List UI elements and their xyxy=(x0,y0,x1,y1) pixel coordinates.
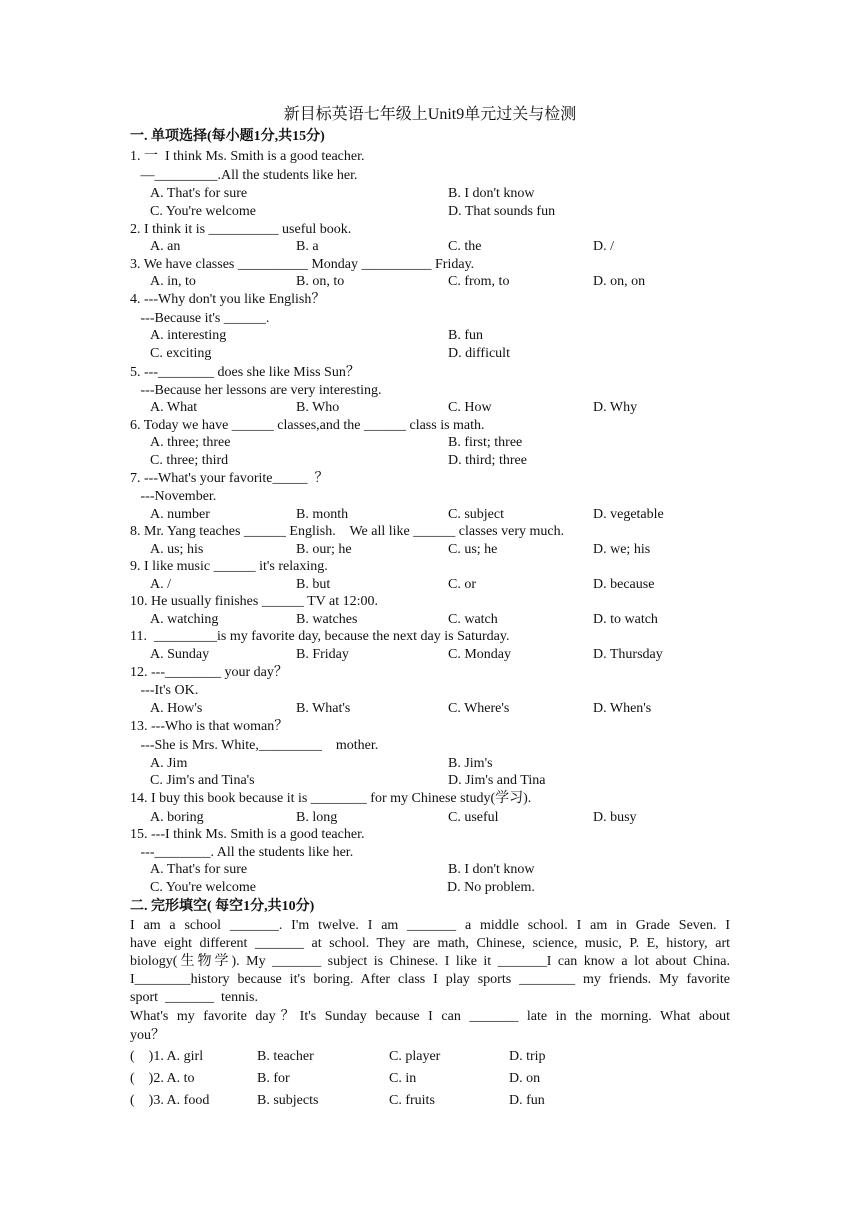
question-10-option-a: A. watching xyxy=(150,612,219,627)
question-15-option-a: A. That's for sure xyxy=(150,862,248,877)
question-3-stem: 3. We have classes __________ Monday __________ Friday. xyxy=(130,257,475,272)
question-11-option-a: A. Sunday xyxy=(150,647,210,662)
question-13-option-a: A. Jim xyxy=(150,756,188,771)
question-4-option-c: C. exciting xyxy=(150,346,212,361)
question-1-option-c: C. You're welcome xyxy=(150,204,256,219)
question-4-stem: 4. ---Why don't you like English？ xyxy=(130,292,326,307)
question-15-option-b: B. I don't know xyxy=(448,862,535,877)
section-heading-single-choice: 一. 单项选择(每小题1分,共15分) xyxy=(130,129,325,144)
question-14-stem: 14. I buy this book because it is ________ for my Chinese study(学习). xyxy=(130,791,532,806)
question-14-option-a: A. boring xyxy=(150,810,204,825)
question-3-option-c: C. from, to xyxy=(448,274,510,289)
question-8-option-a: A. us; his xyxy=(150,542,204,557)
cloze-item-2-num: ( )2. A. to xyxy=(130,1071,195,1086)
question-5-stem: ---Because her lessons are very interesting. xyxy=(130,383,382,398)
question-13-option-c: C. Jim's and Tina's xyxy=(150,773,255,788)
question-5-stem: 5. ---________ does she like Miss Sun？ xyxy=(130,365,360,380)
question-11-option-d: D. Thursday xyxy=(593,647,663,662)
question-2-option-c: C. the xyxy=(448,239,482,254)
question-2-option-b: B. a xyxy=(296,239,319,254)
question-4-option-a: A. interesting xyxy=(150,328,227,343)
question-8-option-c: C. us; he xyxy=(448,542,498,557)
cloze-item-2-c: C. in xyxy=(389,1071,417,1086)
question-7-option-a: A. number xyxy=(150,507,210,522)
question-9-stem: 9. I like music ______ it's relaxing. xyxy=(130,559,328,574)
section-heading-cloze: 二. 完形填空( 每空1分,共10分) xyxy=(130,899,315,914)
cloze-passage-line: sport _______ tennis. xyxy=(130,990,258,1005)
question-10-option-b: B. watches xyxy=(296,612,358,627)
question-3-option-b: B. on, to xyxy=(296,274,345,289)
question-7-stem: 7. ---What's your favorite_____ ？ xyxy=(130,471,329,486)
question-3-option-a: A. in, to xyxy=(150,274,196,289)
question-5-option-c: C. How xyxy=(448,400,492,415)
cloze-item-3-num: ( )3. A. food xyxy=(130,1093,210,1108)
question-9-option-b: B. but xyxy=(296,577,331,592)
question-12-option-d: D. When's xyxy=(593,701,652,716)
question-6-option-a: A. three; three xyxy=(150,435,231,450)
cloze-passage-line: I________history because it's boring. After class I play sports ________ my friends. My favorite xyxy=(130,972,730,987)
question-12-option-c: C. Where's xyxy=(448,701,510,716)
question-13-option-b: B. Jim's xyxy=(448,756,493,771)
question-7-stem: ---November. xyxy=(130,489,217,504)
question-8-stem: 8. Mr. Yang teaches ______ English. We all like ______ classes very much. xyxy=(130,524,565,539)
cloze-item-2-b: B. for xyxy=(257,1071,290,1086)
question-8-option-d: D. we; his xyxy=(593,542,651,557)
question-9-option-d: D. because xyxy=(593,577,655,592)
question-1-option-d: D. That sounds fun xyxy=(448,204,556,219)
question-11-option-c: C. Monday xyxy=(448,647,511,662)
question-15-option-c: C. You're welcome xyxy=(150,880,256,895)
question-12-stem: ---It's OK. xyxy=(130,683,199,698)
question-14-option-b: B. long xyxy=(296,810,338,825)
question-14-option-d: D. busy xyxy=(593,810,637,825)
question-11-option-b: B. Friday xyxy=(296,647,349,662)
cloze-item-1-c: C. player xyxy=(389,1049,441,1064)
question-2-stem: 2. I think it is __________ useful book. xyxy=(130,222,352,237)
cloze-passage-line: you？ xyxy=(130,1028,165,1043)
cloze-item-1-b: B. teacher xyxy=(257,1049,314,1064)
cloze-item-2-d: D. on xyxy=(509,1071,541,1086)
question-4-option-d: D. difficult xyxy=(448,346,510,361)
question-7-option-d: D. vegetable xyxy=(593,507,664,522)
question-1-option-a: A. That's for sure xyxy=(150,186,248,201)
question-9-option-c: C. or xyxy=(448,577,476,592)
question-6-stem: 6. Today we have ______ classes,and the ______ class is math. xyxy=(130,418,485,433)
question-1-stem: 1. 一 I think Ms. Smith is a good teacher. xyxy=(130,149,365,164)
cloze-item-3-c: C. fruits xyxy=(389,1093,435,1108)
question-5-option-b: B. Who xyxy=(296,400,340,415)
question-5-option-a: A. What xyxy=(150,400,198,415)
question-10-option-d: D. to watch xyxy=(593,612,658,627)
question-3-option-d: D. on, on xyxy=(593,274,646,289)
cloze-passage-line: What's my favorite day？It's Sunday because I can _______ late in the morning. What about xyxy=(130,1009,730,1024)
question-4-option-b: B. fun xyxy=(448,328,483,343)
question-15-stem: 15. ---I think Ms. Smith is a good teacher. xyxy=(130,827,365,842)
question-1-stem: —_________.All the students like her. xyxy=(130,168,358,183)
cloze-item-1-d: D. trip xyxy=(509,1049,546,1064)
document-title: 新目标英语七年级上Unit9单元过关与检测 xyxy=(283,106,577,123)
question-9-option-a: A. / xyxy=(150,577,171,592)
cloze-item-1-num: ( )1. A. girl xyxy=(130,1049,204,1064)
question-13-stem: ---She is Mrs. White,_________ mother. xyxy=(130,738,379,753)
cloze-item-3-d: D. fun xyxy=(509,1093,545,1108)
question-7-option-b: B. month xyxy=(296,507,349,522)
cloze-passage-line: I am a school _______. I'm twelve. I am _______ a middle school. I am in Grade Seven. I xyxy=(130,918,730,933)
question-6-option-b: B. first; three xyxy=(448,435,523,450)
question-6-option-c: C. three; third xyxy=(150,453,229,468)
question-10-option-c: C. watch xyxy=(448,612,498,627)
question-6-option-d: D. third; three xyxy=(448,453,527,468)
question-2-option-a: A. an xyxy=(150,239,181,254)
question-15-option-d: D. No problem. xyxy=(447,880,535,895)
question-7-option-c: C. subject xyxy=(448,507,504,522)
question-12-stem: 12. ---________ your day？ xyxy=(130,665,288,680)
question-13-stem: 13. ---Who is that woman？ xyxy=(130,719,289,734)
question-2-option-d: D. / xyxy=(593,239,614,254)
question-15-stem: ---________. All the students like her. xyxy=(130,845,354,860)
question-4-stem: ---Because it's ______. xyxy=(130,311,270,326)
question-12-option-a: A. How's xyxy=(150,701,203,716)
question-12-option-b: B. What's xyxy=(296,701,351,716)
question-10-stem: 10. He usually finishes ______ TV at 12:00. xyxy=(130,594,378,609)
question-13-option-d: D. Jim's and Tina xyxy=(448,773,546,788)
question-11-stem: 11. _________is my favorite day, because the next day is Saturday. xyxy=(130,629,510,644)
question-5-option-d: D. Why xyxy=(593,400,638,415)
question-8-option-b: B. our; he xyxy=(296,542,352,557)
cloze-passage-line: have eight different _______ at school. They are math, Chinese, science, music, P. E, history, art xyxy=(130,936,730,951)
cloze-passage-line: biology(生物学). My _______ subject is Chinese. I like it _______I can know a lot about China. xyxy=(130,954,730,969)
question-14-option-c: C. useful xyxy=(448,810,499,825)
question-1-option-b: B. I don't know xyxy=(448,186,535,201)
cloze-item-3-b: B. subjects xyxy=(257,1093,319,1108)
